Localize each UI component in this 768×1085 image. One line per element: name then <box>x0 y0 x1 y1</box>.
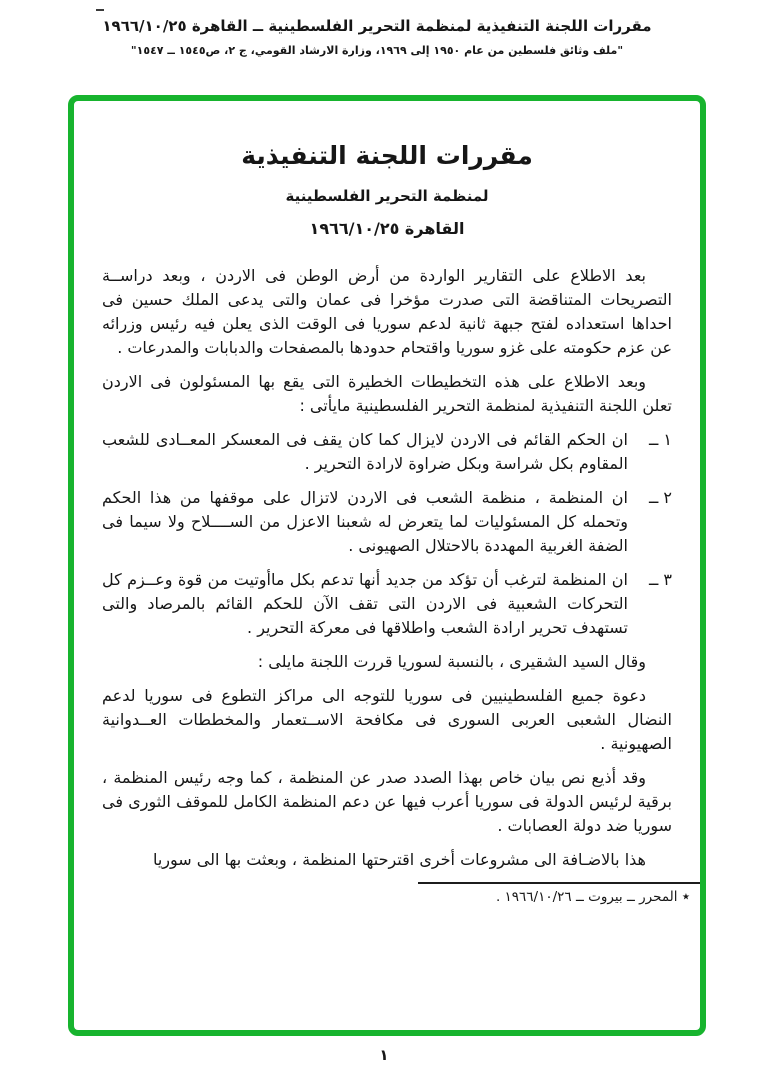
list-item-1-number: ١ ــ <box>648 430 672 449</box>
document-frame <box>68 95 706 1036</box>
doc-title: مقررات اللجنة التنفيذية <box>241 141 533 170</box>
footnote-asterisk-marker: ٭ <box>681 887 690 905</box>
paragraph-volunteer-call: دعوة جميع الفلسطينيين فى سوريا للتوجه الى مراكز التطوع فى سوريا لدعم النضال الشعبى العربى السورى فى مكافحة الاســتعمار والمخططات العــدوانية الصهيونية . <box>102 686 672 753</box>
list-item-2-text: ان المنظمة ، منظمة الشعب فى الاردن لاتزال على موقفها من هذا الحكم وتحمله كل المسئوليات لما يتعرض له شعبنا الاعزل من الســــلاح ولا سيما فى الضفة الغربية المهددة بالاحتلال الصهيونى . <box>102 488 628 555</box>
paragraph-intro: بعد الاطلاع على التقارير الواردة من أرض الوطن فى الاردن ، وبعد دراســة التصريحات المتناقضة التى صدرت مؤخرا فى عمان والتى يدعى الملك حسين فى احداها استعداده لفتح جبهة ثانية لدعم سوريا فى الوقت الذى يعلن فيه رئيس وزرائه عن عزم حكومته على غزو سوريا واقتحام حدودها بالمصفحات والدبابات والمدرعات . <box>102 266 672 357</box>
list-item-1-text: ان الحكم القائم فى الاردن لايزال كما كان يقف فى المعسكر المعــادى للشعب المقاوم بكل شراسة وبكل ضراوة لارادة التحرير . <box>102 430 628 473</box>
list-item-3 <box>102 568 672 640</box>
paragraph-declaration: وبعد الاطلاع على هذه التخطيطات الخطيرة التى يقع بها المسئولون فى الاردن تعلن اللجنة التنفيذية لمنظمة التحرير الفلسطينية مايأتى : <box>102 372 672 415</box>
doc-subtitle: لمنظمة التحرير الفلسطينية <box>285 187 489 205</box>
list-item-2 <box>102 486 672 558</box>
paragraph-additional-projects: هذا بالاضـافة الى مشروعات أخرى اقترحتها المنظمة ، وبعثت بها الى سوريا <box>152 850 646 869</box>
header-title-line: مقررات اللجنة التنفيذية لمنظمة التحرير الفلسطينية ــ القاهرة ١٩٦٦/١٠/٢٥ <box>102 17 652 35</box>
page-number: ١ <box>379 1046 389 1064</box>
footnote-text: المحرر ــ بيروت ــ ١٩٦٦/١٠/٢٦ . <box>495 889 678 905</box>
list-item-3-number: ٣ ــ <box>648 570 672 589</box>
list-item-3-text: ان المنظمة لترغب أن تؤكد من جديد أنها تدعم بكل ماأوتيت من قوة وعــزم كل التحركات الشعبية فى الاردن التى تقف الآن للحكم القائم بالمرصاد والتى تستهدف تحرير ارادة الشعب واطلاقها فى معركة التحرير . <box>102 570 628 637</box>
footnote <box>418 884 700 907</box>
header-citation-line: "ملف وثائق فلسطين من عام ١٩٥٠ إلى ١٩٦٩، وزارة الارشاد القومي، ج ٢، ص١٥٤٥ ــ ١٥٤٧" <box>130 44 624 57</box>
list-item-1 <box>102 428 672 476</box>
footnote-area <box>418 882 700 907</box>
scan-artifact-mark <box>96 9 104 11</box>
doc-dateline: القاهرة ١٩٦٦/١٠/٢٥ <box>309 219 465 238</box>
doc-body <box>102 264 690 907</box>
document-header <box>40 16 714 58</box>
paragraph-shuqairi-statement: وقال السيد الشقيرى ، بالنسبة لسوريا قررت اللجنة مايلى : <box>257 652 646 671</box>
paragraph-telegram: وقد أذيع نص بيان خاص بهذا الصدد صدر عن المنظمة ، كما وجه رئيس المنظمة ، برقية لرئيس الدولة فى سوريا أعرب فيها عن دعم المنظمة الكامل للموقف الثورى فى سوريا ضد دولة العصابات . <box>102 768 672 835</box>
list-item-2-number: ٢ ــ <box>648 488 672 507</box>
